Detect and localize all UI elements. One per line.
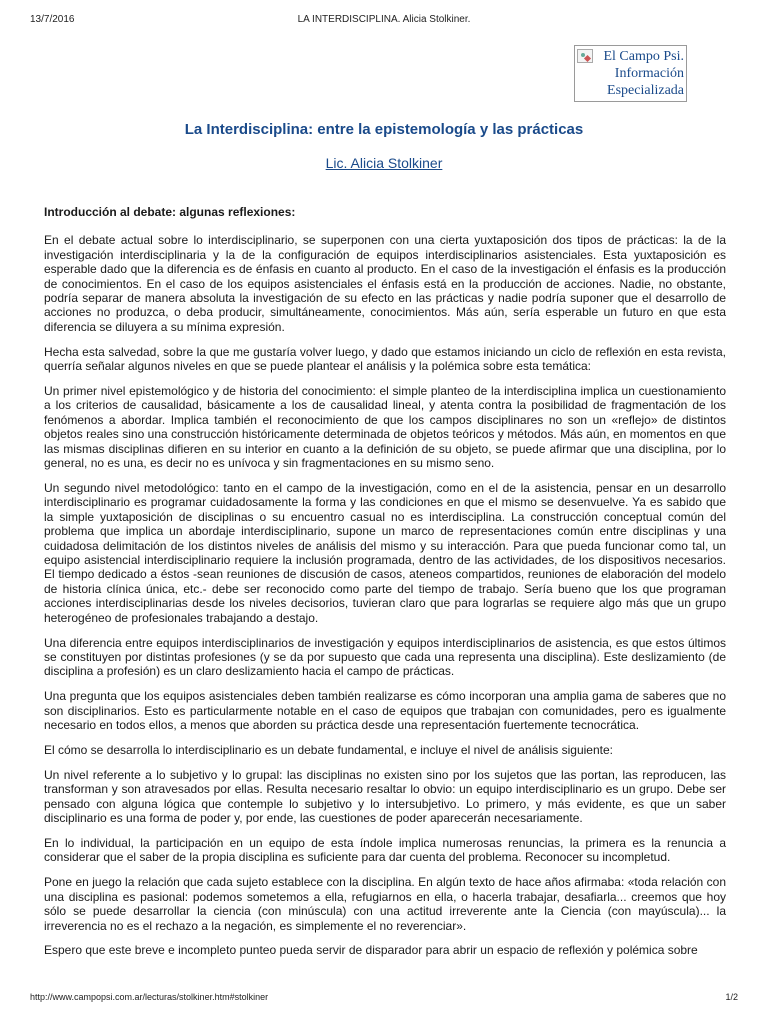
paragraph: En el debate actual sobre lo interdisciplinario, se superponen con una cierta yuxtaposición dos tipos de prácticas: la de la investigación interdisciplinaria y la de la configuración de equipos interdisciplinarios asistenciales. Esta yuxtaposición es esperable dado que la diferencia es de énfasis en cuanto al producto. En el caso de la investigación el énfasis es la producción de conocimientos. En el caso de los equipos asistenciales el énfasis está en la producción de acciones. Nadie, no obstante, podría separar de manera absoluta la investigación de su efecto en las prácticas y nadie podría suponer que el desarrollo de acciones no produzca, o deba producir, simultáneamente, conocimientos. Más aún, sería esperable un futuro en que esta diferencia se diluyera a su mínima expresión. [44,233,726,334]
logo-alt-text: El Campo Psi. Información Especializada [603,49,684,98]
article-title: La Interdisciplina: entre la epistemología y las prácticas [184,121,584,138]
paragraph: Espero que este breve e incompleto punteo pueda servir de disparador para abrir un espacio de reflexión y polémica sobre [44,943,698,958]
paragraph: El cómo se desarrolla lo interdisciplinario es un debate fundamental, e incluye el nivel de análisis siguiente: [44,743,613,757]
print-doc-title: LA INTERDISCIPLINA. Alicia Stolkiner. [297,14,471,25]
paragraph: Un segundo nivel metodológico: tanto en el campo de la investigación, como en el de la asistencia, pensar en un desarrollo interdisciplinario es programar cuidadosamente la forma y las condiciones en que el mismo se desenvuelve. Ya es sabido que la simple yuxtaposición de disciplinas o su encuentro casual no es interdisciplina. La construcción conceptual común del problema que implica un abordaje interdisciplinario, supone un marco de representaciones común entre disciplinas y una cuidadosa delimitación de los distintos niveles de análisis del mismo y su interacción. Para que pueda funcionar como tal, un equipo asistencial interdisciplinario requiere la inclusión programada, dentro de las actividades, de los dispositivos necesarios. El tiempo dedicado a éstos -sean reuniones de discusión de casos, ateneos compartidos, reuniones de elaboración del modelo de historia clínica única, etc.- debe ser reconocido como parte del tiempo de trabajo. Sería bueno que los que programan acciones interdisciplinarias desde los niveles decisorios, tuvieran claro que para lograrlas se requiere algo más que un grupo heterogéneo de profesionales trabajando a destajo. [44,481,726,625]
page-number: 1/2 [725,992,738,1002]
print-header [30,14,738,28]
paragraph: Una pregunta que los equipos asistenciales deben también realizarse es cómo incorporan una amplia gama de saberes que no son disciplinarios. Esto es particularmente notable en el caso de equipos que trabajan con comunidades, pero es igualmente necesario en todos ellos, a menos que aborden su práctica desde una representación fuertemente tecnocrática. [44,689,726,733]
paragraph: En lo individual, la participación en un equipo de esta índole implica numerosas renuncias, la primera es la renuncia a considerar que el saber de la propia disciplina es suficiente para dar cuenta del problema. Reconocer su incompletud. [44,836,726,865]
paragraph: Un primer nivel epistemológico y de historia del conocimiento: el simple planteo de la interdisciplina implica un cuestionamiento a los criterios de causalidad, básicamente a los de causalidad lineal, y atenta contra la posibilidad de fragmentación de los fenómenos a abordar. Implica también el reconocimiento de que los campos disciplinares no son un «reflejo» de distintos objetos reales sino una construcción históricamente determinada de objetos teóricos y métodos. Más aún, en momentos en que las mismas disciplinas difieren en su interior en cuanto a la definición de su objeto, se puede afirmar que una disciplina, por lo general, no es una, es decir no es unívoca y sin fragmentaciones en su mismo seno. [44,384,726,471]
print-footer [30,992,738,1006]
paragraph: Pone en juego la relación que cada sujeto establece con la disciplina. En algún texto de hace años afirmaba: «toda relación con una disciplina es pasional: podemos sometemos a ella, refugiarnos en ella, o hacerla trabajar, desafiarla... creemos que hoy sólo se puede desarrollar la ciencia (con minúscula) con una actitud irreverente ante la Ciencia (con mayúscula)... la irreverencia no es el rechazo a la negación, es simplemente el no reverenciar». [44,875,726,933]
author-line [0,155,768,171]
paragraph: Un nivel referente a lo subjetivo y lo grupal: las disciplinas no existen sino por los sujetos que las portan, las reproducen, las transforman y son atravesados por ellas. Resulta necesario resaltar lo obvio: un equipo interdisciplinario es un grupo. Debe ser pensado con alguna lógica que contemple lo subjetivo y lo intersubjetivo. Lo primero, y más evidente, es que un saber disciplinario es una forma de poder y, por ende, las cuestiones de poder aparecerán necesariamente. [44,767,726,826]
author-link[interactable]: Lic. Alicia Stolkiner [325,155,443,171]
site-logo-link[interactable] [574,45,687,102]
paragraph: Hecha esta salvedad, sobre la que me gustaría volver luego, y dado que estamos iniciando un ciclo de reflexión en esta revista, querría señalar algunos niveles en que se puede plantear el análisis y la polémica sobre esta temática: [44,344,726,374]
paragraph: Una diferencia entre equipos interdisciplinarios de investigación y equipos interdisciplinarios de asistencia, es que estos últimos se constituyen por distintas profesiones (y se da por supuesto que cada una representa una disciplina). Este deslizamiento (de disciplina a profesión) es un claro deslizamiento hacia el campo de prácticas. [44,635,726,679]
print-url: http://www.campopsi.com.ar/lecturas/stolkiner.htm#stolkiner [30,992,269,1002]
section-heading: Introducción al debate: algunas reflexiones: [44,205,296,219]
print-date: 13/7/2016 [30,14,75,25]
article-body [44,205,726,968]
